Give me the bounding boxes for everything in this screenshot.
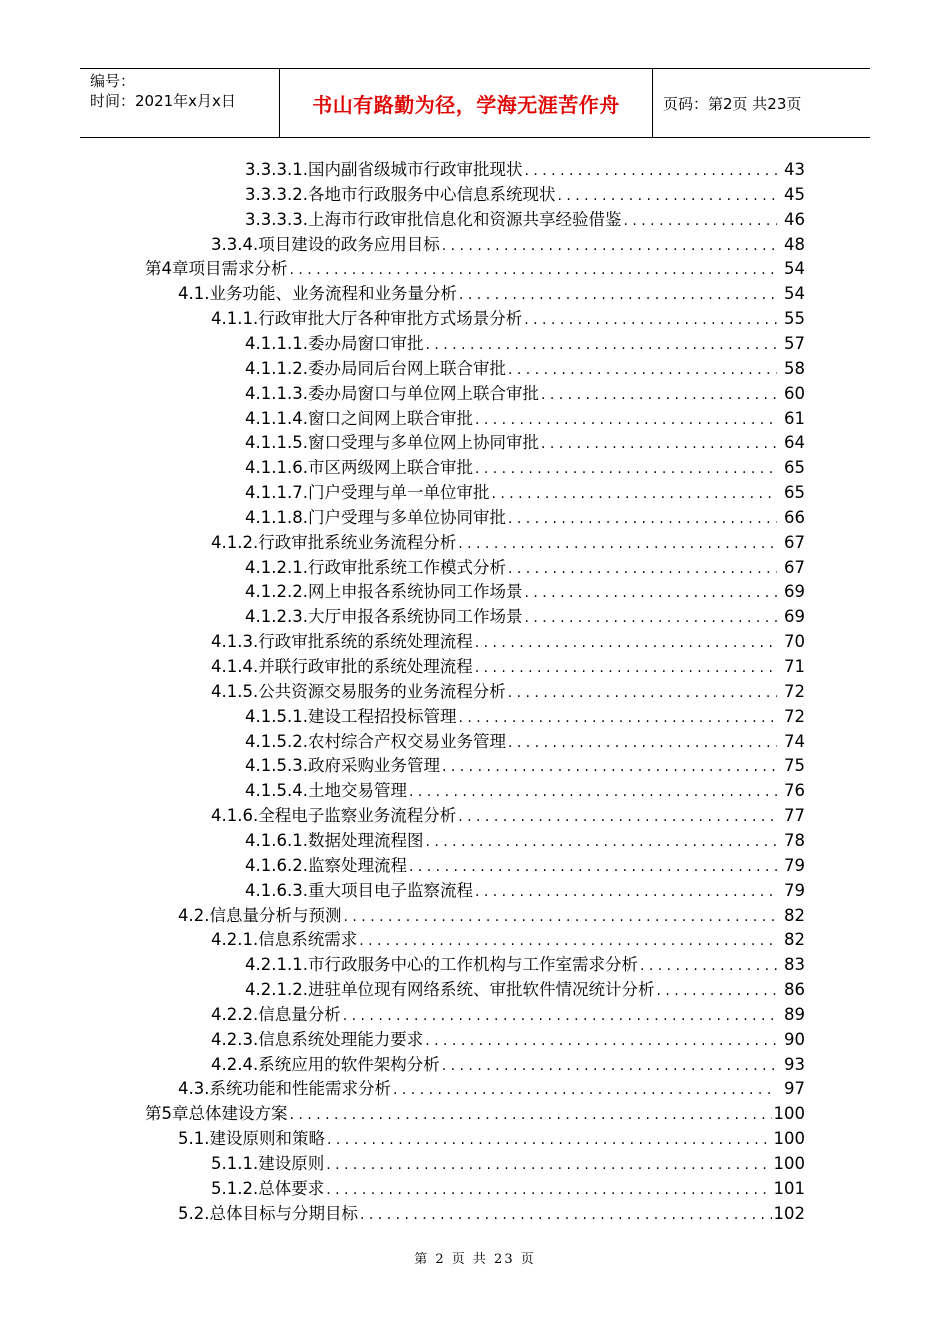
toc-entry-number: 4.1.5. — [211, 681, 259, 701]
toc-entry[interactable] — [245, 779, 805, 803]
toc-entry-title: 各地市行政服务中心信息系统现状 — [307, 184, 556, 204]
toc-entry[interactable] — [211, 307, 805, 331]
toc-entry-page: 76 — [784, 781, 805, 801]
toc-entry-number: 4.1.4. — [211, 657, 259, 676]
toc-entry[interactable] — [211, 1028, 805, 1052]
page-header — [80, 68, 870, 138]
toc-entry-title: 信息系统需求 — [258, 930, 358, 950]
toc-entry-page: 65 — [784, 458, 805, 478]
toc-entry[interactable] — [145, 1102, 805, 1126]
toc-entry-title: 市区两级网上联合审批 — [307, 458, 473, 478]
toc-entry-number: 4.1.1.2. — [245, 358, 308, 378]
toc-entry-title: 国内副省级城市行政审批现状 — [307, 160, 523, 179]
document-time: 时间：2021年x月x日 — [90, 92, 236, 110]
toc-entry[interactable] — [245, 407, 805, 431]
toc-entry-number: 4.1.2.2. — [245, 582, 308, 602]
toc-entry[interactable] — [245, 705, 805, 729]
toc-entry-title: 窗口之间网上联合审批 — [307, 408, 473, 428]
toc-entry-number: 3.3.4. — [211, 234, 259, 254]
toc-entry-page: 71 — [784, 657, 805, 676]
toc-entry-title: 系统功能和性能需求分析 — [209, 1079, 391, 1099]
toc-entry-page: 46 — [784, 209, 805, 229]
toc-entry-number: 4.1.5.2. — [245, 731, 308, 751]
toc-entry-number: 4.1.1.3. — [245, 383, 308, 403]
toc-entry-page: 97 — [784, 1079, 805, 1099]
toc-entry-page: 74 — [784, 731, 805, 751]
toc-entry-page: 93 — [784, 1054, 805, 1074]
toc-entry[interactable] — [245, 208, 805, 232]
dot-leader — [326, 1178, 771, 1202]
page-footer: 第 2 页 共 23 页 — [414, 1252, 536, 1267]
toc-entry-title: 行政审批系统的系统处理流程 — [258, 632, 473, 652]
toc-entry-title: 行政审批系统工作模式分析 — [307, 557, 506, 577]
toc-entry-page: 67 — [784, 557, 805, 577]
toc-entry-number: 4.2.3. — [211, 1029, 259, 1049]
toc-entry[interactable] — [211, 1152, 805, 1176]
toc-entry-page: 45 — [784, 184, 805, 204]
toc-entry-title: 大厅申报各系统协同工作场景 — [307, 607, 523, 627]
toc-entry-title: 门户受理与单一单位审批 — [307, 483, 490, 503]
toc-entry-title: 窗口受理与多单位网上协同审批 — [307, 433, 539, 453]
dot-leader — [442, 1054, 777, 1078]
toc-entry-page: 79 — [784, 855, 805, 875]
dot-leader — [656, 979, 777, 1003]
toc-entry-number: 4.1.6. — [211, 806, 259, 826]
toc-entry-title: 系统应用的软件架构分析 — [258, 1054, 440, 1074]
toc-entry-title: 农村综合产权交易业务管理 — [307, 731, 506, 751]
toc-entry[interactable] — [245, 431, 805, 455]
toc-entry-page: 55 — [784, 309, 805, 329]
toc-entry-number: 4.1.1.1. — [245, 333, 308, 353]
toc-entry-page: 66 — [784, 507, 805, 527]
toc-entry-page: 70 — [784, 632, 805, 652]
toc-entry[interactable] — [245, 978, 805, 1002]
toc-entry[interactable] — [245, 730, 805, 754]
toc-entry-number: 4.1.5.3. — [245, 756, 308, 776]
toc-entry[interactable] — [245, 456, 805, 480]
toc-entry[interactable] — [245, 829, 805, 853]
toc-entry-page: 102 — [773, 1203, 805, 1223]
toc-entry[interactable] — [145, 257, 805, 281]
toc-entry-page: 83 — [784, 955, 805, 975]
toc-entry-title: 市行政服务中心的工作机构与工作室需求分析 — [307, 955, 638, 975]
toc-entry-number: 4.1.1.8. — [245, 507, 308, 527]
toc-entry-number: 第5章 — [145, 1104, 189, 1124]
toc-entry-number: 4.1.1. — [211, 309, 259, 329]
toc-entry-number: 4.2. — [178, 905, 210, 925]
dot-leader — [409, 855, 777, 879]
toc-entry-number: 5.2. — [178, 1203, 210, 1223]
toc-entry-title: 数据处理流程图 — [307, 830, 424, 850]
header-page-info: 页码：第2页 共23页 — [663, 94, 802, 113]
toc-entry[interactable] — [245, 556, 805, 580]
toc-entry-title: 上海市行政审批信息化和资源共享经验借鉴 — [307, 209, 622, 229]
toc-entry[interactable] — [245, 481, 805, 505]
toc-entry[interactable] — [245, 183, 805, 207]
toc-entry-page: 82 — [784, 905, 805, 925]
dot-leader — [409, 780, 777, 804]
toc-entry-title: 重大项目电子监察流程 — [307, 880, 473, 900]
dot-leader — [475, 656, 777, 680]
toc-entry-number: 4.1.2.3. — [245, 607, 308, 627]
toc-entry-title: 监察处理流程 — [307, 855, 407, 875]
toc-entry-page: 79 — [784, 880, 805, 900]
toc-entry-title: 项目需求分析 — [188, 259, 288, 279]
toc-entry-page: 69 — [784, 607, 805, 627]
toc-entry[interactable] — [178, 1077, 805, 1101]
dot-leader — [508, 731, 777, 755]
toc-entry-title: 信息系统处理能力要求 — [258, 1029, 424, 1049]
toc-entry-title: 行政审批大厅各种审批方式场景分析 — [258, 309, 523, 329]
dot-leader — [475, 880, 777, 904]
dot-leader — [458, 706, 777, 730]
toc-entry-number: 4.2.4. — [211, 1054, 259, 1074]
dot-leader — [343, 1004, 777, 1028]
toc-entry[interactable] — [211, 1177, 805, 1201]
dot-leader — [458, 532, 777, 556]
toc-entry-title: 项目建设的政务应用目标 — [258, 234, 440, 254]
toc-entry-number: 4.2.2. — [211, 1004, 259, 1024]
toc-entry-title: 网上申报各系统协同工作场景 — [307, 582, 523, 602]
toc-entry-number: 3.3.3.3. — [245, 209, 308, 229]
toc-entry-number: 4.1. — [178, 284, 210, 304]
toc-entry-number: 5.1.2. — [211, 1178, 259, 1198]
toc-entry-page: 86 — [784, 980, 805, 1000]
toc-entry-page: 69 — [784, 582, 805, 602]
toc-entry[interactable] — [178, 1202, 805, 1226]
dot-leader — [459, 283, 777, 307]
toc-entry-number: 第4章 — [145, 259, 189, 279]
toc-entry-page: 72 — [784, 706, 805, 726]
dot-leader — [541, 432, 777, 456]
toc-entry-number: 4.1.5.4. — [245, 781, 308, 801]
toc-entry-page: 48 — [784, 234, 805, 254]
toc-entry[interactable] — [178, 904, 805, 928]
dot-leader — [557, 184, 777, 208]
dot-leader — [425, 830, 777, 854]
toc-entry-number: 5.1. — [178, 1129, 210, 1149]
toc-entry-number: 4.2.1. — [211, 930, 259, 950]
toc-entry-title: 总体建设方案 — [188, 1104, 288, 1124]
toc-entry-number: 4.2.1.1. — [245, 955, 308, 975]
toc-entry-page: 65 — [784, 483, 805, 503]
toc-entry-number: 4.1.6.3. — [245, 880, 308, 900]
toc-entry-number: 4.1.6.2. — [245, 855, 308, 875]
toc-entry[interactable] — [245, 506, 805, 530]
toc-entry-page: 43 — [784, 160, 805, 179]
toc-entry[interactable] — [211, 233, 805, 257]
toc-entry[interactable] — [211, 1053, 805, 1077]
toc-entry-page: 54 — [784, 259, 805, 279]
toc-entry-title: 建设原则 — [258, 1154, 325, 1173]
toc-entry-title: 土地交易管理 — [307, 781, 407, 801]
toc-entry[interactable] — [245, 357, 805, 381]
toc-entry-page: 78 — [784, 830, 805, 850]
toc-entry[interactable] — [245, 754, 805, 778]
toc-entry[interactable] — [178, 282, 805, 306]
toc-entry-page: 67 — [784, 532, 805, 552]
toc-entry[interactable] — [211, 928, 805, 952]
toc-entry-page: 64 — [784, 433, 805, 453]
toc-entry-number: 3.3.3.2. — [245, 184, 308, 204]
toc-entry[interactable] — [178, 1127, 805, 1151]
toc-entry-title: 总体要求 — [258, 1178, 325, 1198]
header-meta — [80, 69, 280, 137]
dot-leader — [359, 929, 777, 953]
toc-entry-title: 委办局窗口与单位网上联合审批 — [307, 383, 539, 403]
toc-entry[interactable] — [245, 879, 805, 903]
document-number: 编号： — [90, 72, 136, 90]
toc-entry-title: 委办局同后台网上联合审批 — [307, 358, 506, 378]
toc-entry-page: 89 — [784, 1004, 805, 1024]
toc-entry-page: 54 — [784, 284, 805, 304]
toc-entry-page: 82 — [784, 930, 805, 950]
dot-leader — [524, 308, 777, 332]
toc-entry[interactable] — [245, 953, 805, 977]
dot-leader — [541, 383, 777, 407]
toc-entry[interactable] — [211, 1003, 805, 1027]
toc-entry[interactable] — [211, 804, 805, 828]
dot-leader — [475, 457, 777, 481]
toc-entry-title: 公共资源交易服务的业务流程分析 — [258, 681, 506, 701]
dot-leader — [475, 631, 777, 655]
toc-entry-number: 4.1.1.7. — [245, 483, 308, 503]
toc-entry[interactable] — [245, 382, 805, 406]
toc-entry[interactable] — [245, 580, 805, 604]
toc-entry[interactable] — [245, 332, 805, 356]
toc-entry-page: 61 — [784, 408, 805, 428]
toc-entry-number: 5.1.1. — [211, 1154, 259, 1173]
dot-leader — [393, 1078, 777, 1102]
toc-entry[interactable] — [211, 531, 805, 555]
toc-entry-title: 政府采购业务管理 — [307, 756, 440, 776]
toc-entry-number: 4.1.2.1. — [245, 557, 308, 577]
dot-leader — [442, 234, 777, 258]
toc-entry-title: 全程电子监察业务流程分析 — [258, 806, 457, 826]
dot-leader — [524, 159, 777, 183]
dot-leader — [508, 358, 777, 382]
toc-entry-number: 3.3.3.1. — [245, 160, 308, 179]
dot-leader — [640, 954, 777, 978]
toc-entry-page: 75 — [784, 756, 805, 776]
toc-entry-page: 58 — [784, 358, 805, 378]
toc-entry-title: 门户受理与多单位协同审批 — [307, 507, 506, 527]
toc-entry-title: 建设工程招投标管理 — [307, 706, 457, 726]
toc-entry-page: 57 — [784, 333, 805, 353]
toc-entry-number: 4.1.1.4. — [245, 408, 308, 428]
toc-entry-page: 101 — [773, 1178, 805, 1198]
dot-leader — [360, 1203, 772, 1227]
toc-entry-page: 60 — [784, 383, 805, 403]
toc-entry-title: 委办局窗口审批 — [307, 333, 424, 353]
toc-entry-number: 4.1.1.5. — [245, 433, 308, 453]
toc-entry-number: 4.1.3. — [211, 632, 259, 652]
dot-leader — [623, 209, 777, 233]
dot-leader — [458, 805, 777, 829]
toc-entry-title: 并联行政审批的系统处理流程 — [258, 657, 473, 676]
toc-entry-page: 100 — [773, 1154, 805, 1173]
toc-entry-title: 总体目标与分期目标 — [209, 1203, 358, 1223]
dot-leader — [475, 408, 777, 432]
dot-leader — [290, 1103, 772, 1127]
toc-entry[interactable] — [211, 680, 805, 704]
dot-leader — [508, 507, 777, 531]
dot-leader — [508, 557, 777, 581]
dot-leader — [442, 755, 777, 779]
dot-leader — [290, 258, 778, 282]
toc-entry-title: 业务功能、业务流程和业务量分析 — [209, 284, 457, 304]
dot-leader — [326, 1153, 771, 1177]
toc-entry-page: 72 — [784, 681, 805, 701]
toc-entry-number: 4.1.1.6. — [245, 458, 308, 478]
toc-entry-number: 4.1.2. — [211, 532, 259, 552]
toc-entry[interactable] — [245, 605, 805, 629]
toc-entry-title: 进驻单位现有网络系统、审批软件情况统计分析 — [307, 980, 655, 1000]
dot-leader — [344, 905, 778, 929]
toc-entry-number: 4.1.6.1. — [245, 830, 308, 850]
toc-entry-title: 建设原则和策略 — [209, 1129, 325, 1149]
toc-entry-number: 4.2.1.2. — [245, 980, 308, 1000]
toc-entry-title: 信息量分析与预测 — [209, 905, 342, 925]
toc-entry-number: 4.3. — [178, 1079, 210, 1099]
dot-leader — [508, 681, 777, 705]
dot-leader — [327, 1128, 772, 1152]
toc-entry[interactable] — [245, 854, 805, 878]
toc-entry[interactable] — [211, 630, 805, 654]
header-motto: 书山有路勤为径，学海无涯苦作舟 — [280, 69, 653, 137]
toc-entry-page: 77 — [784, 806, 805, 826]
toc-entry-page: 100 — [773, 1129, 805, 1149]
dot-leader — [524, 581, 777, 605]
toc-entry-number: 4.1.5.1. — [245, 706, 308, 726]
dot-leader — [425, 1029, 777, 1053]
toc-entry[interactable] — [211, 655, 805, 679]
toc-entry[interactable] — [245, 158, 805, 182]
dot-leader — [425, 333, 777, 357]
toc-entry-title: 行政审批系统业务流程分析 — [258, 532, 457, 552]
toc-entry-title: 信息量分析 — [258, 1004, 341, 1024]
dot-leader — [524, 606, 777, 630]
dot-leader — [491, 482, 777, 506]
toc-entry-page: 90 — [784, 1029, 805, 1049]
toc-entry-page: 100 — [773, 1104, 805, 1124]
